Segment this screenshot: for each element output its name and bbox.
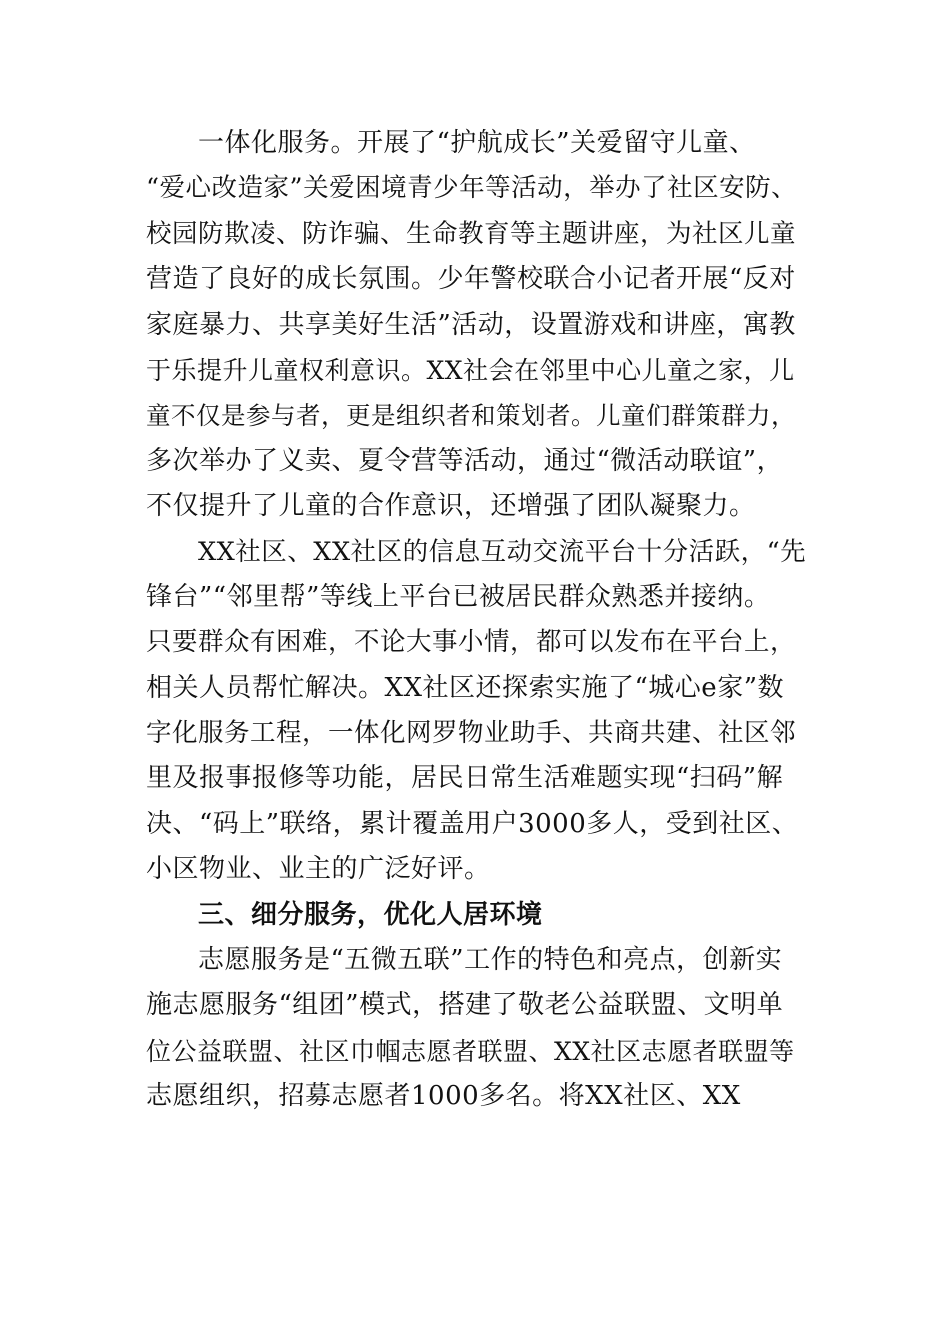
text-line: 一体化服务。开展了“护航成长”关爱留守儿童、 — [198, 128, 756, 158]
text-line: 不仅提升了儿童的合作意识，还增强了团队凝聚力。 — [146, 491, 756, 522]
text-line: 锋台”“邻里帮”等线上平台已被居民群众熟悉并接纳。 — [146, 581, 771, 612]
text-line: 相关人员帮忙解决。XX社区还探索实施了“城心e家”数 — [146, 672, 784, 703]
text-line: XX社区、XX社区的信息互动交流平台十分活跃，“先 — [198, 536, 807, 567]
text-line: 家庭暴力、共享美好生活”活动，设置游戏和讲座，寓教 — [146, 309, 796, 340]
text-line: 小区物业、业主的广泛好评。 — [146, 854, 491, 885]
text-line: 只要群众有困难，不论大事小情，都可以发布在平台上， — [146, 627, 797, 658]
text-line: 营造了良好的成长氛围。少年警校联合小记者开展“反对 — [146, 264, 796, 295]
text-line: 决、“码上”联络，累计覆盖用户3000多人，受到社区、 — [146, 808, 799, 839]
text-line: 位公益联盟、社区巾帼志愿者联盟、XX社区志愿者联盟等 — [146, 1036, 795, 1066]
text-line: “爱心改造家”关爱困境青少年等活动，举办了社区安防、 — [146, 173, 798, 204]
text-line: 童不仅是参与者，更是组织者和策划者。儿童们群策群力， — [146, 401, 796, 431]
section-heading: 三、细分服务，优化人居环境 — [198, 899, 543, 930]
text-line: 施志愿服务“组团”模式，搭建了敬老公益联盟、文明单 — [146, 990, 784, 1021]
text-line: 志愿组织，招募志愿者1000多名。将XX社区、XX — [146, 1081, 741, 1112]
text-line: 多次举办了义卖、夏令营等活动，通过“微活动联谊”， — [146, 445, 784, 476]
text-line: 字化服务工程，一体化网罗物业助手、共商共建、社区邻 — [146, 718, 797, 749]
text-line: 里及报事报修等功能，居民日常生活难题实现“扫码”解 — [146, 763, 784, 794]
body-text — [146, 121, 806, 1120]
text-line: 于乐提升儿童权利意识。XX社会在邻里中心儿童之家，儿 — [146, 355, 795, 385]
text-line: 志愿服务是“五微五联”工作的特色和亮点，创新实 — [198, 945, 783, 976]
text-line: 校园防欺凌、防诈骗、生命教育等主题讲座，为社区儿童 — [146, 218, 797, 249]
